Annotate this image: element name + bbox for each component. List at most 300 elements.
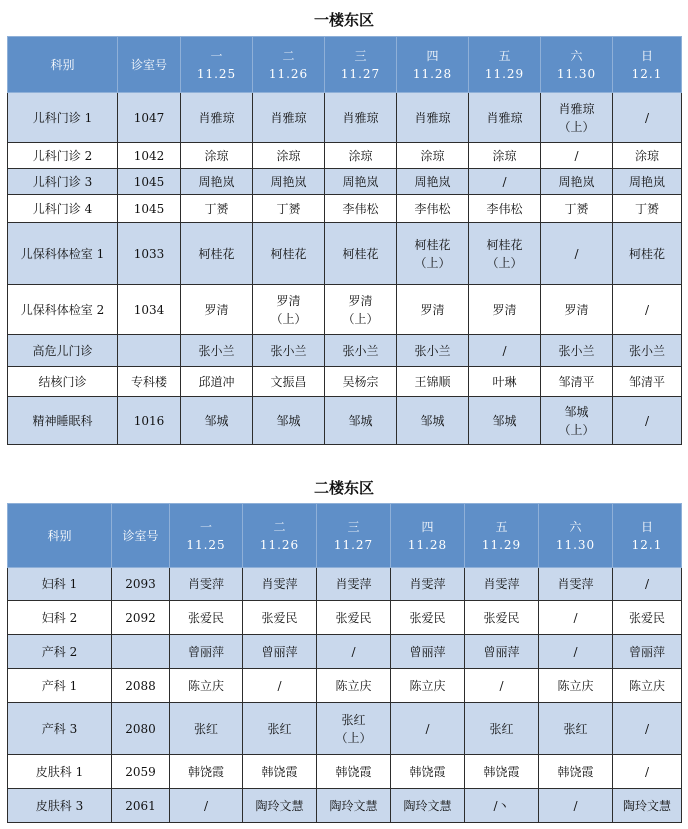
doctor-name: 张小兰 xyxy=(414,343,451,358)
header-day xyxy=(397,37,469,93)
doctor-name: 肖雯萍 xyxy=(409,577,446,591)
dept-cell: 儿科门诊 3 xyxy=(8,169,118,195)
doctor-name: 曾丽萍 xyxy=(628,644,665,659)
doctor-name: 张小兰 xyxy=(198,343,235,358)
doctor-name: 张红 xyxy=(489,721,514,736)
dept-cell: 皮肤科 3 xyxy=(8,789,112,823)
table-row xyxy=(8,397,682,445)
doctor-name: 周艳岚 xyxy=(414,174,451,189)
room-cell: 1033 xyxy=(118,223,181,285)
doctor-cell xyxy=(397,397,469,445)
header-date: 12.1 xyxy=(631,66,663,81)
doctor-name: 柯桂花 xyxy=(270,246,307,261)
doctor-cell xyxy=(613,568,682,601)
room-cell xyxy=(112,635,170,669)
doctor-name: 韩饶霞 xyxy=(409,764,446,779)
table-row xyxy=(8,367,682,397)
doctor-name: 丁赟 xyxy=(204,201,229,216)
doctor-name: / xyxy=(644,413,650,428)
doctor-cell xyxy=(243,635,317,669)
doctor-name: 韩饶霞 xyxy=(483,764,520,779)
doctor-name: 涂琼 xyxy=(420,148,445,163)
doctor-cell xyxy=(465,669,539,703)
header-date: 11.26 xyxy=(259,537,300,552)
doctor-cell xyxy=(391,789,465,823)
doctor-cell xyxy=(317,601,391,635)
doctor-name: / xyxy=(573,644,578,659)
doctor-cell xyxy=(465,635,539,669)
doctor-name: 韩饶霞 xyxy=(187,764,224,779)
header-row xyxy=(8,37,682,93)
doctor-cell xyxy=(170,669,243,703)
header-date: 11.29 xyxy=(484,66,525,81)
doctor-name: 涂琼 xyxy=(348,148,373,163)
doctor-name: 张爱民 xyxy=(628,610,665,625)
doctor-cell xyxy=(170,635,243,669)
doctor-cell xyxy=(391,755,465,789)
doctor-cell xyxy=(539,601,613,635)
room-cell xyxy=(118,335,181,367)
doctor-name: 肖雅琼 xyxy=(270,110,307,125)
doctor-cell xyxy=(539,568,613,601)
doctor-name: / xyxy=(644,302,650,317)
doctor-name: / xyxy=(499,678,504,693)
doctor-cell xyxy=(541,223,613,285)
room-cell: 1045 xyxy=(118,169,181,195)
doctor-cell xyxy=(253,169,325,195)
doctor-cell xyxy=(465,755,539,789)
doctor-name: 涂琼 xyxy=(634,148,659,163)
doctor-name: / xyxy=(644,721,650,736)
doctor-cell xyxy=(391,669,465,703)
doctor-cell xyxy=(469,93,541,143)
dept-cell: 皮肤科 1 xyxy=(8,755,112,789)
header-weekday: 二 xyxy=(282,48,295,63)
doctor-name: 陶玲文慧 xyxy=(255,798,304,813)
table-row xyxy=(8,335,682,367)
header-date: 11.29 xyxy=(481,537,522,552)
doctor-name: 肖雅琼 xyxy=(486,110,523,125)
doctor-cell xyxy=(541,335,613,367)
doctor-cell xyxy=(317,669,391,703)
header-day xyxy=(181,37,253,93)
shift-note: （上） xyxy=(270,311,307,326)
doctor-cell xyxy=(397,285,469,335)
doctor-cell xyxy=(613,789,682,823)
doctor-name: 张爱民 xyxy=(335,610,372,625)
doctor-cell xyxy=(325,143,397,169)
dept-cell: 儿保科体检室 1 xyxy=(8,223,118,285)
doctor-cell xyxy=(253,285,325,335)
header-room: 诊室号 xyxy=(118,37,181,93)
doctor-name: 柯桂花 xyxy=(198,246,235,261)
doctor-cell xyxy=(391,601,465,635)
doctor-cell xyxy=(391,703,465,755)
doctor-cell xyxy=(317,755,391,789)
dept-cell: 产科 2 xyxy=(8,635,112,669)
table-row xyxy=(8,568,682,601)
doctor-cell xyxy=(181,223,253,285)
doctor-cell xyxy=(613,669,682,703)
room-cell: 2093 xyxy=(112,568,170,601)
doctor-name: / xyxy=(574,148,579,163)
doctor-cell xyxy=(317,568,391,601)
header-date: 11.25 xyxy=(186,537,226,552)
doctor-cell xyxy=(181,367,253,397)
doctor-name: 张小兰 xyxy=(270,343,307,358)
doctor-name: 肖雅琼 xyxy=(414,110,451,125)
table-row xyxy=(8,195,682,223)
doctor-cell xyxy=(613,143,682,169)
doctor-name: 柯桂花 xyxy=(414,237,451,252)
header-day xyxy=(613,37,682,93)
header-date: 11.30 xyxy=(556,66,597,81)
doctor-cell xyxy=(397,93,469,143)
doctor-cell xyxy=(170,789,243,823)
dept-cell: 儿科门诊 4 xyxy=(8,195,118,223)
header-day xyxy=(253,37,325,93)
table-row xyxy=(8,789,682,823)
doctor-cell xyxy=(469,169,541,195)
doctor-name: 曾丽萍 xyxy=(483,644,520,659)
doctor-cell xyxy=(539,669,613,703)
doctor-name: 张小兰 xyxy=(558,343,595,358)
doctor-name: 罗清 xyxy=(492,302,517,317)
header-date: 11.26 xyxy=(268,66,309,81)
doctor-cell xyxy=(539,703,613,755)
doctor-cell xyxy=(325,195,397,223)
doctor-name: 张红 xyxy=(341,712,366,727)
doctor-name: 李伟松 xyxy=(486,201,523,216)
room-cell: 2061 xyxy=(112,789,170,823)
doctor-cell xyxy=(170,568,243,601)
header-weekday: 四 xyxy=(421,519,434,534)
doctor-name: / xyxy=(502,174,507,189)
doctor-cell xyxy=(181,143,253,169)
header-date: 11.28 xyxy=(412,66,453,81)
doctor-name: 肖雯萍 xyxy=(483,577,520,591)
doctor-name: 邱道冲 xyxy=(198,374,235,389)
doctor-cell xyxy=(170,601,243,635)
doctor-cell xyxy=(397,143,469,169)
table-row xyxy=(8,635,682,669)
room-cell: 1047 xyxy=(118,93,181,143)
doctor-cell xyxy=(613,601,682,635)
doctor-cell xyxy=(469,367,541,397)
doctor-cell xyxy=(539,635,613,669)
header-row xyxy=(8,504,682,568)
shift-note: （上） xyxy=(558,119,595,134)
table-row xyxy=(8,703,682,755)
doctor-cell xyxy=(181,93,253,143)
doctor-name: 柯桂花 xyxy=(342,246,379,261)
doctor-cell xyxy=(613,397,682,445)
header-room: 诊室号 xyxy=(112,504,170,568)
shift-note: （上） xyxy=(342,311,379,326)
doctor-name: 曾丽萍 xyxy=(261,644,298,659)
doctor-name: 丁赟 xyxy=(634,201,659,216)
doctor-cell xyxy=(253,367,325,397)
doctor-cell xyxy=(469,285,541,335)
doctor-cell xyxy=(243,703,317,755)
doctor-name: 张红 xyxy=(563,721,588,736)
doctor-name: / xyxy=(644,110,650,125)
header-weekday: 日 xyxy=(640,519,653,534)
doctor-name: / xyxy=(351,644,356,659)
doctor-name: 丁赟 xyxy=(564,201,589,216)
room-cell: 2080 xyxy=(112,703,170,755)
header-day xyxy=(317,504,391,568)
doctor-name: 韩饶霞 xyxy=(335,764,372,779)
doctor-cell xyxy=(469,195,541,223)
header-date: 11.30 xyxy=(555,537,596,552)
doctor-cell xyxy=(391,635,465,669)
doctor-cell xyxy=(613,367,682,397)
doctor-cell xyxy=(539,789,613,823)
doctor-cell xyxy=(465,703,539,755)
doctor-cell xyxy=(325,397,397,445)
doctor-cell xyxy=(541,285,613,335)
doctor-name: / xyxy=(644,577,650,591)
dept-cell: 精神睡眠科 xyxy=(8,397,118,445)
header-day xyxy=(243,504,317,568)
doctor-cell xyxy=(397,223,469,285)
doctor-cell xyxy=(465,568,539,601)
dept-cell: 儿保科体检室 2 xyxy=(8,285,118,335)
doctor-name: 涂琼 xyxy=(276,148,301,163)
doctor-cell xyxy=(243,755,317,789)
doctor-name: 张红 xyxy=(193,721,218,736)
doctor-name: 柯桂花 xyxy=(486,237,523,252)
room-cell: 2059 xyxy=(112,755,170,789)
doctor-name: 陈立庆 xyxy=(335,678,372,693)
doctor-name: 张爱民 xyxy=(483,610,520,625)
doctor-name: / xyxy=(425,721,430,736)
room-cell: 2092 xyxy=(112,601,170,635)
doctor-name: / xyxy=(277,678,282,693)
room-cell: 专科楼 xyxy=(118,367,181,397)
doctor-cell xyxy=(325,169,397,195)
header-date: 12.1 xyxy=(631,537,663,552)
doctor-cell xyxy=(181,285,253,335)
header-date: 11.27 xyxy=(340,66,381,81)
dept-cell: 产科 1 xyxy=(8,669,112,703)
doctor-name: 张爱民 xyxy=(261,610,298,625)
doctor-name: 涂琼 xyxy=(204,148,229,163)
doctor-name: 张爱民 xyxy=(409,610,446,625)
doctor-name: 肖雯萍 xyxy=(335,577,372,591)
doctor-cell xyxy=(243,789,317,823)
doctor-name: 陈立庆 xyxy=(409,678,446,693)
doctor-name: 肖雯萍 xyxy=(557,577,594,591)
doctor-cell xyxy=(325,285,397,335)
header-weekday: 一 xyxy=(199,519,212,534)
header-weekday: 三 xyxy=(354,48,367,63)
doctor-name: 陈立庆 xyxy=(187,678,224,693)
doctor-name: 肖雅琼 xyxy=(198,110,235,125)
doctor-cell xyxy=(325,223,397,285)
header-day xyxy=(391,504,465,568)
doctor-cell xyxy=(253,143,325,169)
doctor-cell xyxy=(170,755,243,789)
doctor-name: 罗清 xyxy=(564,302,589,317)
doctor-cell xyxy=(397,169,469,195)
doctor-name: 张爱民 xyxy=(187,610,224,625)
doctor-name: /丶 xyxy=(493,798,510,813)
doctor-cell xyxy=(253,335,325,367)
room-cell: 1045 xyxy=(118,195,181,223)
shift-note: （上） xyxy=(486,255,523,270)
doctor-cell xyxy=(541,169,613,195)
header-day xyxy=(170,504,243,568)
doctor-cell xyxy=(465,601,539,635)
doctor-cell xyxy=(181,335,253,367)
doctor-name: 张红 xyxy=(267,721,292,736)
table-title-floor1: 一楼东区 xyxy=(313,11,374,29)
doctor-name: 曾丽萍 xyxy=(187,644,224,659)
doctor-cell xyxy=(541,195,613,223)
doctor-name: 陈立庆 xyxy=(628,678,665,693)
table-row xyxy=(8,285,682,335)
dept-cell: 产科 3 xyxy=(8,703,112,755)
doctor-name: 邹城 xyxy=(492,413,517,428)
doctor-cell xyxy=(181,169,253,195)
dept-cell: 儿科门诊 1 xyxy=(8,93,118,143)
doctor-cell xyxy=(613,169,682,195)
doctor-name: 陶玲文慧 xyxy=(403,798,452,813)
doctor-name: 周艳岚 xyxy=(270,174,307,189)
doctor-cell xyxy=(539,755,613,789)
doctor-cell xyxy=(613,223,682,285)
doctor-cell xyxy=(613,195,682,223)
doctor-name: 周艳岚 xyxy=(198,174,235,189)
header-day xyxy=(325,37,397,93)
doctor-name: / xyxy=(573,610,578,625)
header-day xyxy=(469,37,541,93)
header-weekday: 六 xyxy=(569,519,582,534)
doctor-name: 肖雯萍 xyxy=(261,577,298,591)
table-row xyxy=(8,669,682,703)
doctor-cell xyxy=(170,703,243,755)
header-weekday: 五 xyxy=(495,519,508,534)
doctor-name: 邹清平 xyxy=(628,374,665,389)
room-cell: 1034 xyxy=(118,285,181,335)
doctor-name: 邹城 xyxy=(420,413,445,428)
doctor-name: 吴杨宗 xyxy=(342,374,379,389)
doctor-name: 邹城 xyxy=(348,413,373,428)
doctor-name: 丁赟 xyxy=(276,201,301,216)
doctor-name: 邹城 xyxy=(564,404,589,419)
doctor-cell xyxy=(325,335,397,367)
doctor-cell xyxy=(253,93,325,143)
schedule-table-floor1 xyxy=(7,36,682,445)
header-day xyxy=(541,37,613,93)
doctor-cell xyxy=(469,335,541,367)
room-cell: 2088 xyxy=(112,669,170,703)
header-day xyxy=(539,504,613,568)
doctor-name: 叶琳 xyxy=(492,374,517,389)
doctor-cell xyxy=(541,367,613,397)
header-dept: 科别 xyxy=(8,504,112,568)
doctor-cell xyxy=(613,755,682,789)
doctor-cell xyxy=(397,367,469,397)
doctor-name: 王锦顺 xyxy=(414,374,451,389)
doctor-name: 邹城 xyxy=(204,413,229,428)
room-cell: 1016 xyxy=(118,397,181,445)
table-title-floor2: 二楼东区 xyxy=(313,479,374,497)
dept-cell: 妇科 2 xyxy=(8,601,112,635)
doctor-cell xyxy=(317,635,391,669)
doctor-name: 陶玲文慧 xyxy=(329,798,378,813)
doctor-cell xyxy=(613,335,682,367)
doctor-cell xyxy=(325,367,397,397)
header-weekday: 四 xyxy=(426,48,439,63)
doctor-name: 周艳岚 xyxy=(558,174,595,189)
table-row xyxy=(8,93,682,143)
doctor-cell xyxy=(541,93,613,143)
header-dept: 科别 xyxy=(8,37,118,93)
doctor-name: 曾丽萍 xyxy=(409,644,446,659)
doctor-name: 周艳岚 xyxy=(628,174,665,189)
table-row xyxy=(8,143,682,169)
doctor-name: 肖雅琼 xyxy=(342,110,379,125)
doctor-cell xyxy=(253,223,325,285)
doctor-name: 罗清 xyxy=(204,302,229,317)
doctor-name: / xyxy=(574,246,579,261)
doctor-cell xyxy=(469,143,541,169)
doctor-cell xyxy=(243,669,317,703)
doctor-name: / xyxy=(203,798,209,813)
doctor-cell xyxy=(253,397,325,445)
doctor-cell xyxy=(613,703,682,755)
dept-cell: 儿科门诊 2 xyxy=(8,143,118,169)
doctor-name: 肖雅琼 xyxy=(558,101,595,116)
shift-note: （上） xyxy=(414,255,451,270)
dept-cell: 妇科 1 xyxy=(8,568,112,601)
header-day xyxy=(465,504,539,568)
doctor-name: 李伟松 xyxy=(414,201,451,216)
schedule-table-floor2 xyxy=(7,503,682,823)
shift-note: （上） xyxy=(335,730,372,745)
doctor-cell xyxy=(541,143,613,169)
doctor-cell xyxy=(613,93,682,143)
table-row xyxy=(8,223,682,285)
doctor-cell xyxy=(397,195,469,223)
doctor-cell xyxy=(613,635,682,669)
header-date: 11.27 xyxy=(333,537,374,552)
doctor-name: / xyxy=(644,764,650,779)
doctor-name: 邹清平 xyxy=(558,374,595,389)
doctor-cell xyxy=(465,789,539,823)
dept-cell: 结核门诊 xyxy=(8,367,118,397)
doctor-name: 文振昌 xyxy=(270,374,307,389)
doctor-name: 张小兰 xyxy=(342,343,379,358)
header-weekday: 二 xyxy=(273,519,286,534)
doctor-name: 陈立庆 xyxy=(557,678,594,693)
doctor-name: 李伟松 xyxy=(342,201,379,216)
doctor-name: 邹城 xyxy=(276,413,301,428)
doctor-cell xyxy=(469,397,541,445)
doctor-cell xyxy=(613,285,682,335)
doctor-name: 涂琼 xyxy=(492,148,517,163)
doctor-cell xyxy=(541,397,613,445)
table-row xyxy=(8,755,682,789)
doctor-name: 肖雯萍 xyxy=(187,577,224,591)
doctor-cell xyxy=(181,397,253,445)
header-weekday: 三 xyxy=(347,519,360,534)
header-weekday: 五 xyxy=(498,48,511,63)
doctor-cell xyxy=(243,568,317,601)
